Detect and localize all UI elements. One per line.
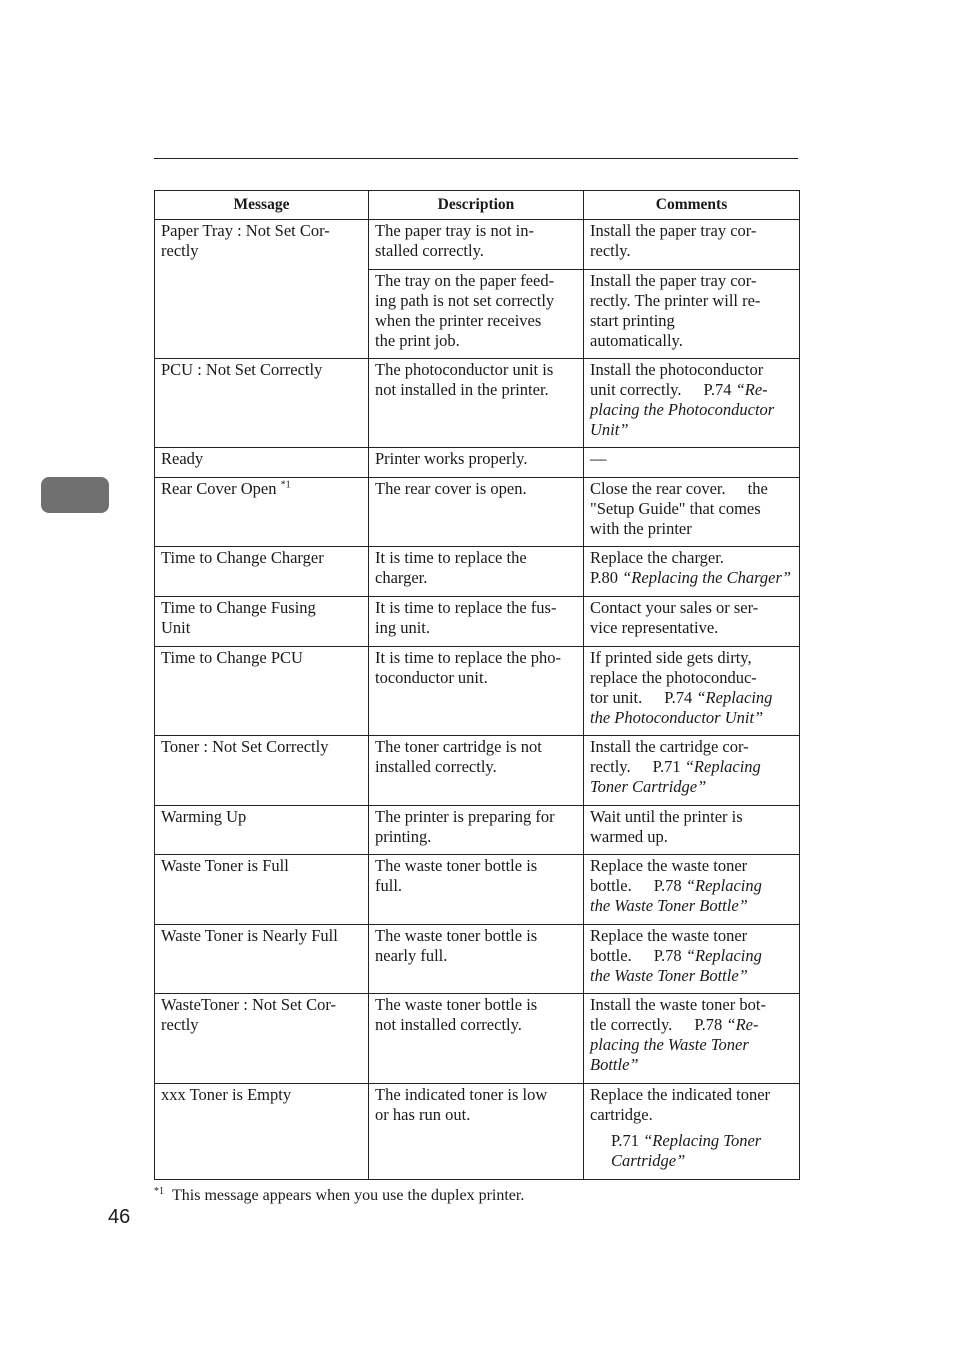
table-row xyxy=(155,647,800,736)
description-text: It is time to replace the fus- ing unit. xyxy=(375,598,557,637)
reference-page: P.74 xyxy=(664,688,693,707)
reference-title: “Replacing the Waste Toner Bottle” xyxy=(590,876,762,915)
reference-title: “Replacing the Charger” xyxy=(622,568,792,587)
table-row xyxy=(155,359,800,448)
message-cell xyxy=(155,597,369,647)
description-cell xyxy=(369,220,584,270)
table-row xyxy=(155,806,800,855)
message-text: Waste Toner is Full xyxy=(161,856,289,875)
reference-title: “Replacing Toner Cartridge” xyxy=(590,757,761,796)
message-cell xyxy=(155,220,369,359)
page-number: 46 xyxy=(108,1206,131,1228)
comments-text: Close the rear cover. xyxy=(590,479,726,498)
comments-cell xyxy=(584,270,800,359)
message-cell xyxy=(155,547,369,597)
comments-text: — xyxy=(590,449,607,468)
footnote-text: This message appears when you use the duplex printer. xyxy=(172,1187,525,1204)
description-cell xyxy=(369,1084,584,1180)
message-text: Waste Toner is Nearly Full xyxy=(161,926,338,945)
description-text: The indicated toner is low or has run out. xyxy=(375,1085,548,1124)
comments-cell xyxy=(584,1084,800,1180)
reference-title: “Replacing Toner Cartridge” xyxy=(611,1131,762,1170)
description-text: The waste toner bottle is full. xyxy=(375,856,538,895)
comments-text: Wait until the printer is warmed up. xyxy=(590,807,743,846)
header-message: Message xyxy=(155,191,369,220)
message-cell xyxy=(155,478,369,547)
description-cell xyxy=(369,359,584,448)
message-table xyxy=(154,190,800,1180)
reference-page: P.78 xyxy=(694,1015,723,1034)
description-text: The paper tray is not in- stalled correctly. xyxy=(375,221,534,260)
message-text: Toner : Not Set Correctly xyxy=(161,737,329,756)
description-cell xyxy=(369,478,584,547)
reference-title: “Re- placing the Photoconductor Unit” xyxy=(590,380,775,439)
description-text: The printer is preparing for printing. xyxy=(375,807,555,846)
description-text: The photoconductor unit is not installed in the printer. xyxy=(375,360,554,399)
comments-cell xyxy=(584,806,800,855)
comments-text: Replace the indicated toner cartridge. xyxy=(590,1085,771,1124)
comments-cell xyxy=(584,359,800,448)
table-row xyxy=(155,597,800,647)
description-text: It is time to replace the pho- toconductor unit. xyxy=(375,648,562,687)
comments-text: If printed side gets dirty, replace the photoconduc- tor unit. xyxy=(590,648,757,707)
description-cell xyxy=(369,597,584,647)
chapter-tab xyxy=(41,477,109,513)
description-cell xyxy=(369,806,584,855)
description-text: Printer works properly. xyxy=(375,449,528,468)
table-row xyxy=(155,1084,800,1180)
comments-continuation: the "Setup Guide" that comes with the printer xyxy=(590,479,768,538)
table-row xyxy=(155,478,800,547)
message-text: WasteToner : Not Set Cor- rectly xyxy=(161,995,336,1034)
message-cell xyxy=(155,855,369,925)
message-cell xyxy=(155,1084,369,1180)
comments-cell xyxy=(584,448,800,478)
footnote xyxy=(154,1186,524,1206)
comments-text: Install the photoconductor unit correctly. xyxy=(590,360,764,399)
description-cell xyxy=(369,647,584,736)
comments-cell xyxy=(584,220,800,270)
table-row xyxy=(155,736,800,806)
message-text: Rear Cover Open xyxy=(161,479,277,498)
table-row xyxy=(155,994,800,1084)
reference-page: P.71 xyxy=(652,757,681,776)
description-cell xyxy=(369,448,584,478)
comments-text: Replace the charger. xyxy=(590,548,724,567)
header-rule xyxy=(154,158,798,159)
reference-title: “Replacing the Photoconductor Unit” xyxy=(590,688,773,727)
message-cell xyxy=(155,994,369,1084)
reference-title: “Replacing the Waste Toner Bottle” xyxy=(590,946,762,985)
message-text: Ready xyxy=(161,449,204,468)
comments-cell xyxy=(584,547,800,597)
comments-cell xyxy=(584,855,800,925)
comments-text: Replace the waste toner bottle. xyxy=(590,926,748,965)
reference-page: P.71 xyxy=(611,1131,639,1150)
description-text: The waste toner bottle is not installed correctly. xyxy=(375,995,538,1034)
reference-page: P.78 xyxy=(653,876,682,895)
comments-text: Install the cartridge cor- rectly. xyxy=(590,737,749,776)
table-row xyxy=(155,448,800,478)
message-cell xyxy=(155,925,369,994)
description-text: The waste toner bottle is nearly full. xyxy=(375,926,538,965)
message-cell xyxy=(155,448,369,478)
description-text: It is time to replace the charger. xyxy=(375,548,527,587)
comments-text: Install the paper tray cor- rectly. xyxy=(590,221,757,260)
description-cell xyxy=(369,855,584,925)
comments-cell xyxy=(584,478,800,547)
comments-text: Install the paper tray cor- rectly. The printer will re- start printing automatically. xyxy=(590,271,761,350)
description-cell xyxy=(369,270,584,359)
comments-cell xyxy=(584,647,800,736)
message-text: Time to Change Charger xyxy=(161,548,324,567)
comments-cell xyxy=(584,736,800,806)
reference-page: P.74 xyxy=(703,380,732,399)
description-text: The tray on the paper feed- ing path is not set correctly when the printer receives the print job. xyxy=(375,271,555,350)
table-header-row xyxy=(155,191,800,220)
message-text: Warming Up xyxy=(161,807,247,826)
footnote-mark: *1 xyxy=(154,1185,164,1197)
message-text: PCU : Not Set Correctly xyxy=(161,360,323,379)
reference-title: “Re- placing the Waste Toner Bottle” xyxy=(590,1015,759,1074)
message-cell xyxy=(155,359,369,448)
comments-cell xyxy=(584,925,800,994)
description-cell xyxy=(369,736,584,806)
table-row xyxy=(155,855,800,925)
message-cell xyxy=(155,736,369,806)
description-cell xyxy=(369,925,584,994)
comments-cell xyxy=(584,597,800,647)
reference-page: P.80 xyxy=(590,568,618,587)
description-text: The rear cover is open. xyxy=(375,479,527,498)
description-text: The toner cartridge is not installed correctly. xyxy=(375,737,542,776)
message-text: xxx Toner is Empty xyxy=(161,1085,292,1104)
header-comments: Comments xyxy=(584,191,800,220)
reference-block xyxy=(590,1131,794,1171)
table-row xyxy=(155,220,800,270)
description-cell xyxy=(369,994,584,1084)
comments-cell xyxy=(584,994,800,1084)
message-text: Paper Tray : Not Set Cor- rectly xyxy=(161,221,330,260)
table-row xyxy=(155,547,800,597)
comments-text: Install the waste toner bot- tle correctly. xyxy=(590,995,766,1034)
header-description: Description xyxy=(369,191,584,220)
reference-page: P.78 xyxy=(653,946,682,965)
footnote-marker: *1 xyxy=(280,479,291,491)
comments-text: Contact your sales or ser- vice representative. xyxy=(590,598,759,637)
message-text: Time to Change Fusing Unit xyxy=(161,598,316,637)
table-row xyxy=(155,925,800,994)
description-cell xyxy=(369,547,584,597)
message-cell xyxy=(155,647,369,736)
message-text: Time to Change PCU xyxy=(161,648,303,667)
message-cell xyxy=(155,806,369,855)
comments-text: Replace the waste toner bottle. xyxy=(590,856,748,895)
